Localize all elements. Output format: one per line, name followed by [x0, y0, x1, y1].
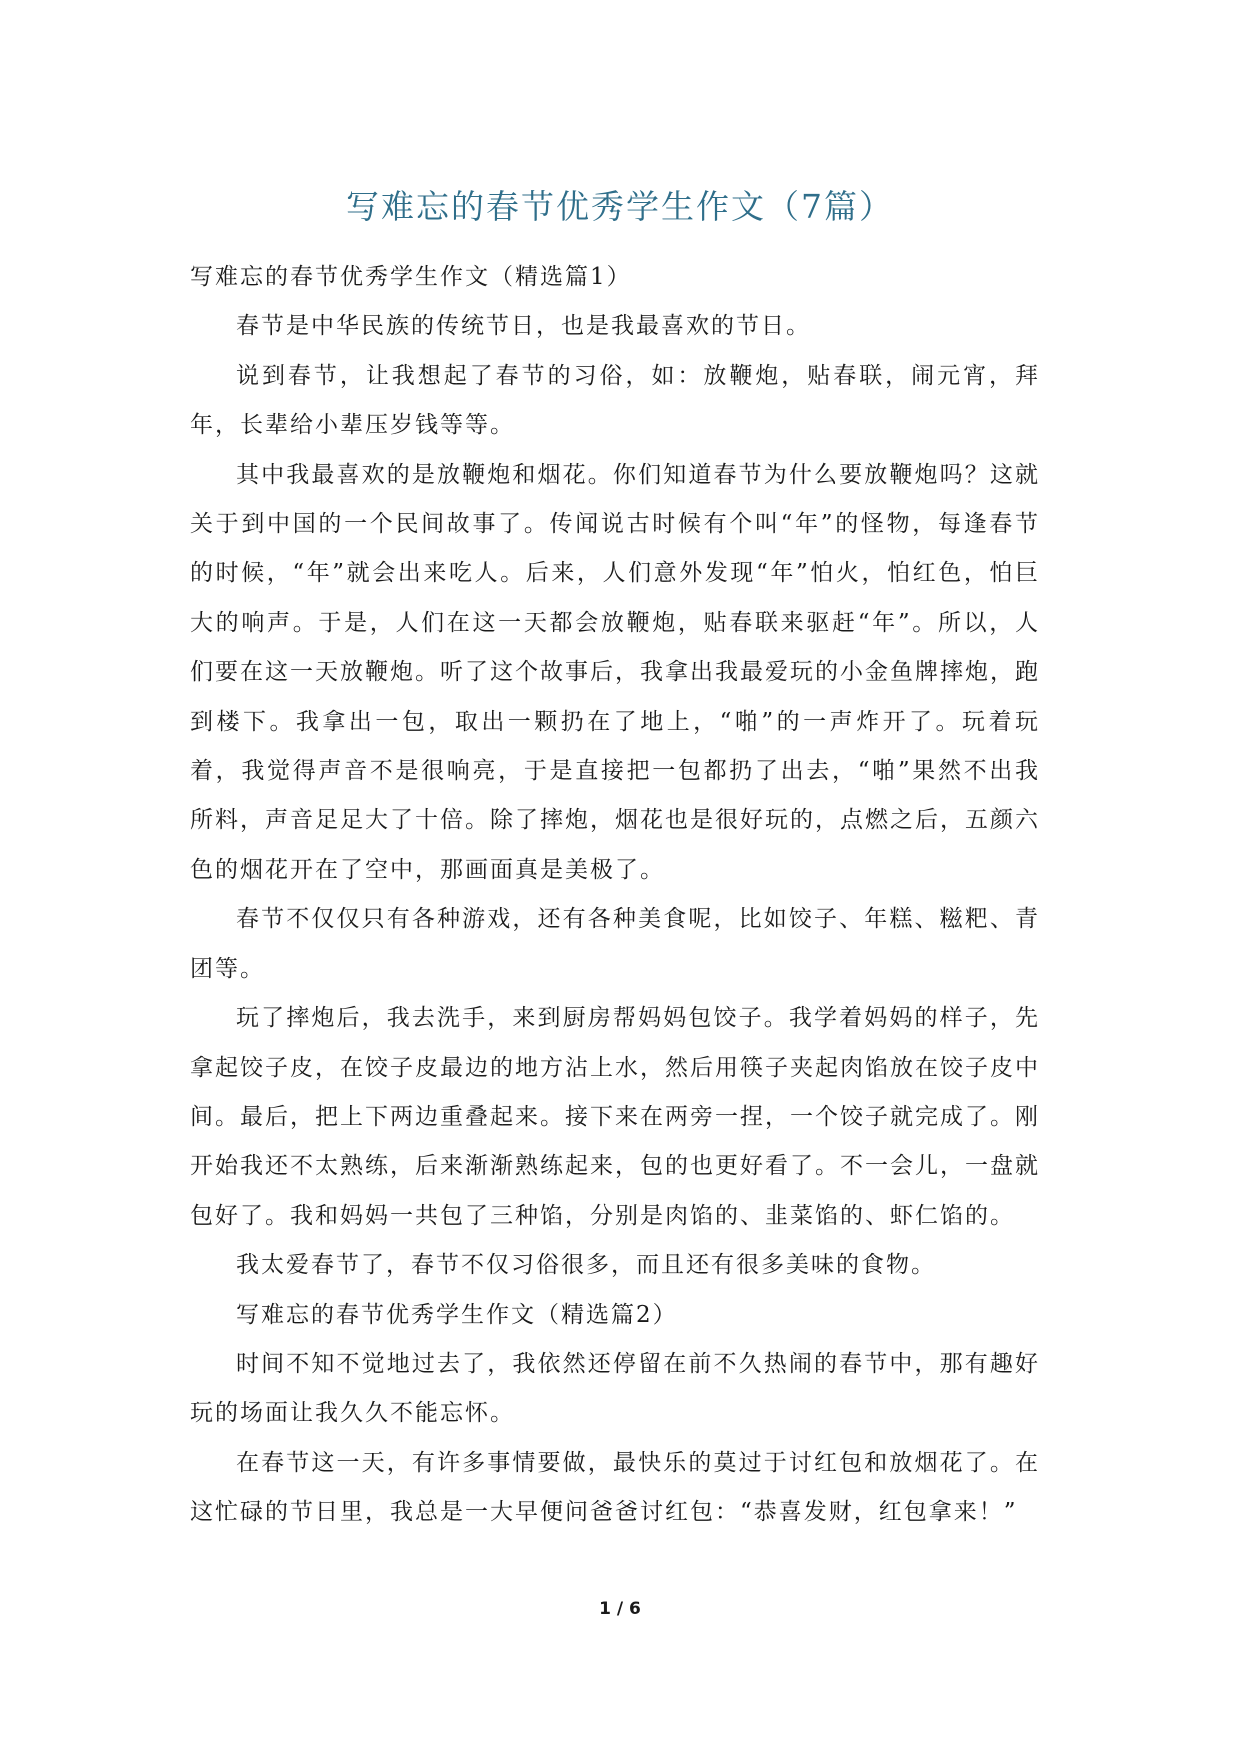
paragraph: 在春节这一天，有许多事情要做，最快乐的莫过于讨红包和放烟花了。在这忙碌的节日里，我总是一大早便问爸爸讨红包：“恭喜发财，红包拿来！”: [190, 1449, 1040, 1526]
paragraph: 其中我最喜欢的是放鞭炮和烟花。你们知道春节为什么要放鞭炮吗？这就关于到中国的一个民间故事了。传闻说古时候有个叫“年”的怪物，每逢春节的时候，“年”就会出来吃人。后来，人们意外发现“年”怕火，怕红色，怕巨大的响声。于是，人们在这一天都会放鞭炮，贴春联来驱赶“年”。所以，人们要在这一天放鞭炮。听了这个故事后，我拿出我最爱玩的小金鱼牌摔炮，跑到楼下。我拿出一包，取出一颗扔在了地上，“啪”的一声炸开了。玩着玩着，我觉得声音不是很响亮，于是直接把一包都扔了出去，“啪”果然不出我所料，声音足足大了十倍。除了摔炮，烟花也是很好玩的，点燃之后，五颜六色的烟花开在了空中，那画面真是美极了。: [190, 461, 1040, 883]
paragraph: 春节是中华民族的传统节日，也是我最喜欢的节日。: [236, 313, 811, 340]
paragraph: 说到春节，让我想起了春节的习俗，如：放鞭炮，贴春联，闹元宵，拜年，长辈给小辈压岁钱等等。: [190, 362, 1040, 439]
section-heading-2: 写难忘的春节优秀学生作文（精选篇2）: [236, 1301, 678, 1328]
page-title: 写难忘的春节优秀学生作文（7篇）: [346, 187, 894, 226]
paragraph: 春节不仅仅只有各种游戏，还有各种美食呢，比如饺子、年糕、糍粑、青团等。: [190, 906, 1040, 982]
section-heading-1: 写难忘的春节优秀学生作文（精选篇1）: [190, 264, 632, 290]
paragraph: 玩了摔炮后，我去洗手，来到厨房帮妈妈包饺子。我学着妈妈的样子，先拿起饺子皮，在饺子皮最边的地方沾上水，然后用筷子夹起肉馅放在饺子皮中间。最后，把上下两边重叠起来。接下来在两旁一捏，一个饺子就完成了。刚开始我还不太熟练，后来渐渐熟练起来，包的也更好看了。不一会儿，一盘就包好了。我和妈妈一共包了三种馅，分别是肉馅的、韭菜馅的、虾仁馅的。: [190, 1005, 1040, 1229]
document-body: [190, 253, 1040, 1538]
paragraph: 时间不知不觉地过去了，我依然还停留在前不久热闹的春节中，那有趣好玩的场面让我久久不能忘怀。: [190, 1350, 1040, 1427]
paragraph: 我太爱春节了，春节不仅习俗很多，而且还有很多美味的食物。: [236, 1252, 936, 1279]
page-number: 1 / 6: [599, 1599, 641, 1619]
